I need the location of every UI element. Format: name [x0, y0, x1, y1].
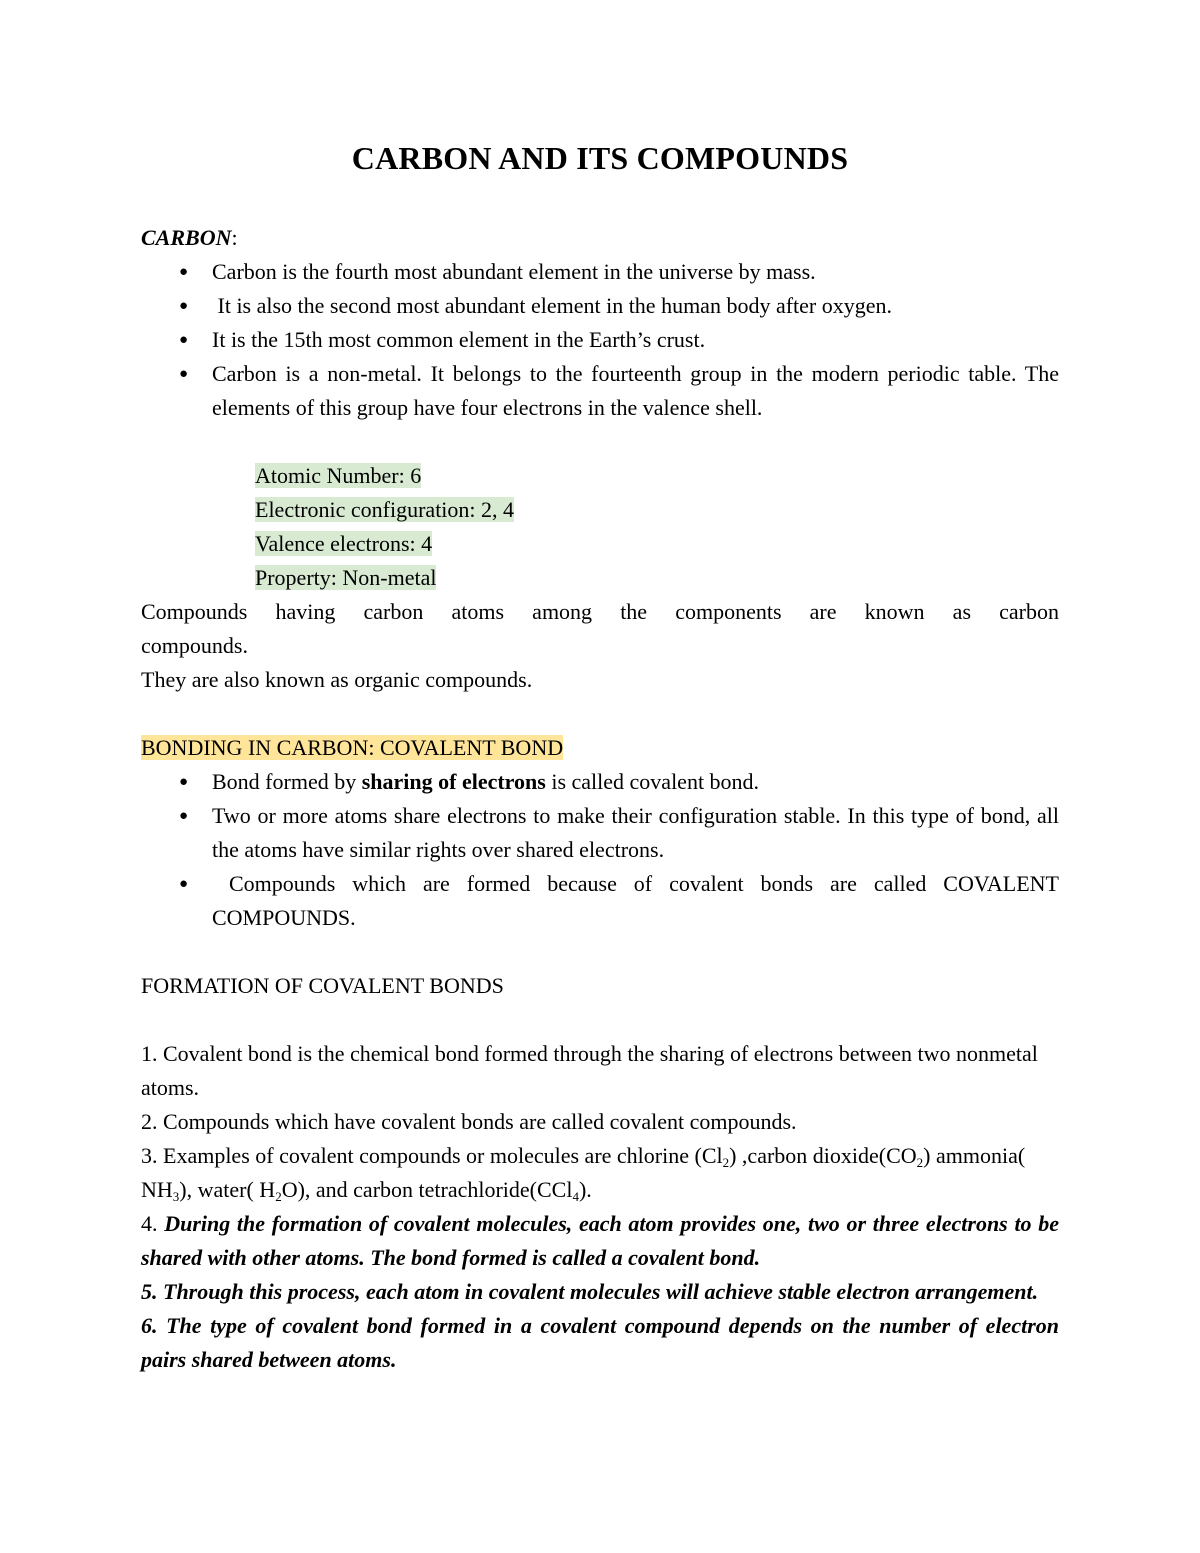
formation-point-4-text: During the formation of covalent molecules, each atom provides one, two or three electrons to be shared with other atoms. The bond formed is called a covalent bond.: [141, 1211, 1060, 1270]
carbon-heading: [141, 221, 1059, 255]
bonding-bullet-list: [141, 765, 1065, 935]
bonding-bullet: ● Compounds which are formed because of covalent bonds are called COVALENT COMPOUNDS.: [141, 867, 1059, 935]
carbon-bullet: ● It is the 15th most common element in the Earth’s crust.: [141, 323, 1059, 357]
carbon-bullet-list: [141, 255, 1059, 425]
formation-point-4-number: 4.: [141, 1211, 165, 1236]
formation-heading: FORMATION OF COVALENT BONDS: [141, 973, 504, 998]
formation-point-4: [141, 1207, 1059, 1275]
bonding-heading-text: BONDING IN CARBON: COVALENT BOND: [141, 735, 564, 760]
formation-point-3: [141, 1139, 1059, 1207]
property-fact: Property: Non-metal: [255, 565, 437, 590]
organic-compounds-paragraph: They are also known as organic compounds.: [141, 667, 533, 692]
formation-point-3-text: ) ammonia( NH: [141, 1143, 1026, 1202]
formation-point-2: 2. Compounds which have covalent bonds are called covalent compounds.: [141, 1109, 797, 1134]
carbon-bullet: ● Carbon is a non-metal. It belongs to the fourteenth group in the modern periodic table. The elements of this group have four electrons in the valence shell.: [141, 357, 1059, 425]
carbon-facts: [255, 459, 1059, 595]
carbon-compounds-paragraph: Compounds having carbon atoms among the components are known as carbon compounds.: [141, 599, 1059, 658]
subscript: 3: [172, 1189, 180, 1204]
formation-point-3-text: ), water( H: [179, 1177, 276, 1202]
bonding-bullet-text: is called covalent bond.: [545, 769, 760, 794]
carbon-label: CARBON: [141, 225, 232, 250]
bonding-bullet: ● Two or more atoms share electrons to make their configuration stable. In this type of bond, all the atoms have similar rights over shared electrons.: [141, 799, 1059, 867]
formation-point-3-text: O), and carbon tetrachloride(CCl: [281, 1177, 573, 1202]
bonding-bullet-bold-text: sharing of electrons: [361, 769, 546, 794]
subscript: 2: [722, 1155, 730, 1170]
formation-point-5: 5. Through this process, each atom in covalent molecules will achieve stable electron arrangement.: [141, 1279, 1039, 1304]
document-body: [141, 221, 1065, 1377]
atomic-number-fact: Atomic Number: 6: [255, 463, 422, 488]
formation-point-3-text: 3. Examples of covalent compounds or molecules are chlorine (Cl: [141, 1143, 723, 1168]
formation-point-3-text: ).: [578, 1177, 592, 1202]
bonding-bullet-text: Bond formed by: [212, 769, 362, 794]
bonding-bullet: [141, 765, 1059, 799]
page-title: CARBON AND ITS COMPOUNDS: [351, 140, 849, 176]
subscript: 2: [916, 1155, 924, 1170]
formation-point-1: 1. Covalent bond is the chemical bond formed through the sharing of electrons between two nonmetal atoms.: [141, 1041, 1038, 1100]
formation-point-6: 6. The type of covalent bond formed in a covalent compound depends on the number of electron pairs shared between atoms.: [141, 1313, 1059, 1372]
bonding-heading: [141, 731, 1059, 765]
subscript: 2: [275, 1189, 282, 1204]
electronic-configuration-fact: Electronic configuration: 2, 4: [255, 497, 515, 522]
carbon-bullet: ● It is also the second most abundant element in the human body after oxygen.: [141, 289, 1059, 323]
carbon-bullet: ● Carbon is the fourth most abundant element in the universe by mass.: [141, 255, 1059, 289]
subscript: 4: [572, 1189, 579, 1204]
carbon-label-colon: :: [231, 225, 238, 250]
valence-electrons-fact: Valence electrons: 4: [255, 531, 433, 556]
formation-point-3-text: ) ,carbon dioxide(CO: [729, 1143, 917, 1168]
